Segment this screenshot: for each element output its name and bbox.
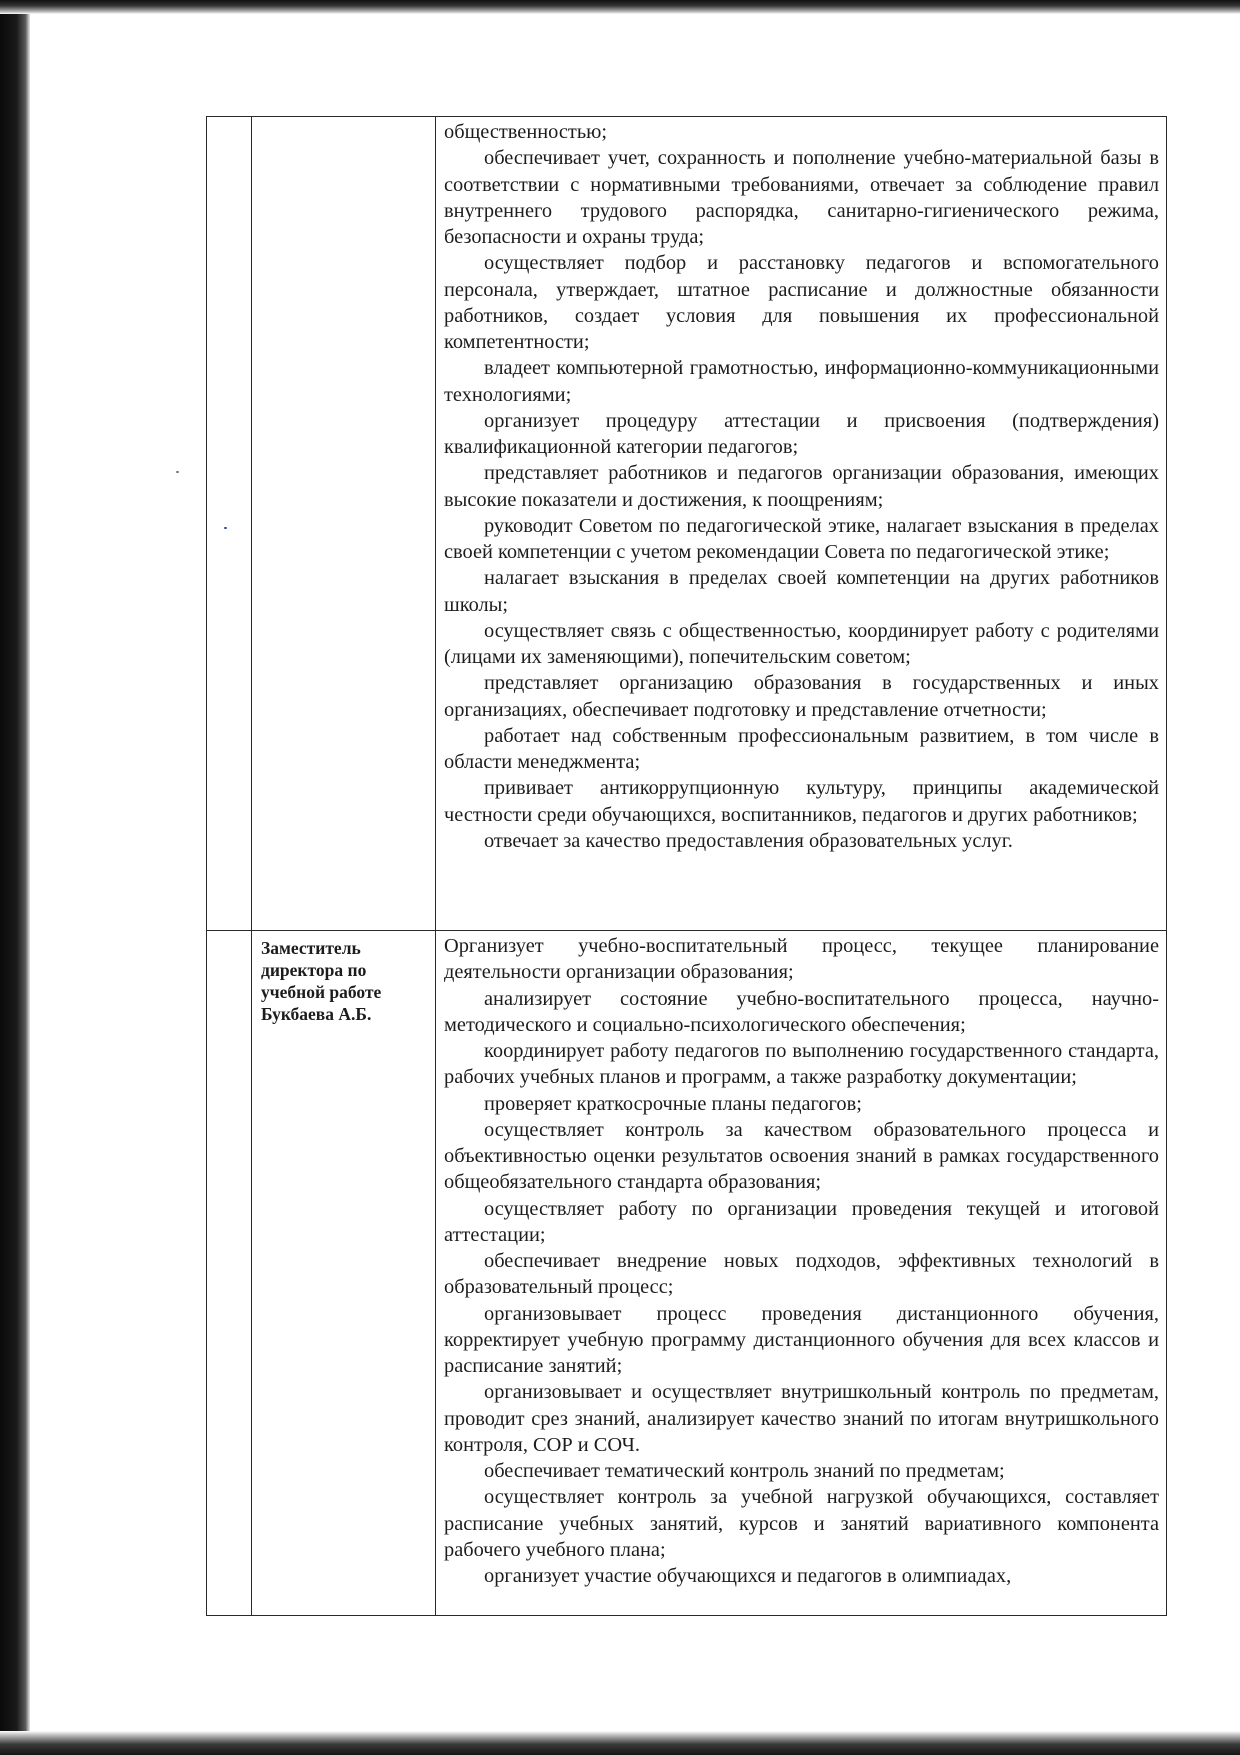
duty-item: организовывает процесс проведения дистанционного обучения, корректирует учебную программу дистанционного обучения для всех классов и расписание занятий; — [444, 1302, 1159, 1377]
duty-item: организовывает и осуществляет внутришкольный контроль по предметам, проводит срез знаний, анализирует качество знаний по итогам внутришкольного контроля, СОР и СОЧ. — [444, 1381, 1159, 1456]
duty-item: отвечает за качество предоставления образовательных услуг. — [484, 829, 1013, 852]
duty-item: осуществляет связь с общественностью, координирует работу с родителями (лицами их заменяющими), попечительским советом; — [444, 619, 1159, 668]
duty-item: анализирует состояние учебно-воспитательного процесса, научно-методического и социально-психологического обеспечения; — [444, 987, 1159, 1036]
duty-item: организует процедуру аттестации и присвоения (подтверждения) квалификационной категории педагогов; — [444, 409, 1159, 458]
duty-item: работает над собственным профессиональным развитием, в том числе в области менеджмента; — [444, 724, 1159, 773]
duties-cell — [436, 117, 1167, 931]
table-row — [207, 117, 1167, 931]
duty-item: координирует работу педагогов по выполнению государственного стандарта, рабочих учебных планов и программ, а также разработку документации; — [444, 1040, 1159, 1089]
duty-item: владеет компьютерной грамотностью, информационно-коммуникационными технологиями; — [444, 357, 1159, 406]
position-cell — [252, 931, 436, 1616]
duty-item: налагает взыскания в пределах своей компетенции на других работников школы; — [444, 567, 1159, 616]
duty-item: Организует учебно-воспитательный процесс, текущее планирование деятельности организации образования; — [444, 935, 1159, 984]
duty-item: осуществляет контроль за качеством образовательного процесса и объективностью оценки результатов освоения знаний в рамках государственного общеобязательного стандарта образования; — [444, 1118, 1159, 1194]
ink-speck — [176, 471, 179, 473]
row-number-cell — [207, 931, 252, 1616]
duty-item: общественностью; — [444, 121, 608, 143]
scan-edge-top — [0, 0, 1240, 14]
duties-table — [206, 116, 1167, 1616]
duty-item: прививает антикоррупционную культуру, принципы академической честности среди обучающихся, воспитанников, педагогов и других работников; — [444, 777, 1159, 826]
duties-cell — [436, 931, 1167, 1616]
duty-item: проверяет краткосрочные планы педагогов; — [484, 1092, 862, 1115]
duty-item: обеспечивает внедрение новых подходов, эффективных технологий в образовательный процесс; — [444, 1250, 1159, 1299]
duty-item: представляет работников и педагогов организации образования, имеющих высокие показатели и достижения, к поощрениям; — [444, 462, 1159, 511]
row-number-cell — [207, 117, 252, 931]
position-cell — [252, 117, 436, 931]
position-title: Заместитель директора по учебной работе Букбаева А.Б. — [261, 938, 382, 1024]
duty-item: осуществляет работу по организации проведения текущей и итоговой аттестации; — [444, 1197, 1159, 1246]
scan-edge-bottom — [0, 1731, 1240, 1755]
duty-item: представляет организацию образования в государственных и иных организациях, обеспечивает подготовку и представление отчетности; — [444, 672, 1159, 721]
duty-item: осуществляет контроль за учебной нагрузкой обучающихся, составляет расписание учебных занятий, курсов и занятий вариативного компонента рабочего учебного плана; — [444, 1486, 1159, 1561]
scan-edge-left — [0, 0, 30, 1755]
duty-item: обеспечивает учет, сохранность и пополнение учебно-материальной базы в соответствии с нормативными требованиями, отвечает за соблюдение правил внутреннего трудового распорядка, санитарно-гигиенического режима, безопасности и охраны труда; — [444, 147, 1159, 248]
table-row — [207, 931, 1167, 1616]
duty-item: руководит Советом по педагогической этике, налагает взыскания в пределах своей компетенции с учетом рекомендации Совета по педагогической этике; — [444, 514, 1159, 563]
duty-item: осуществляет подбор и расстановку педагогов и вспомогательного персонала, утверждает, штатное расписание и должностные обязанности работников, создает условия для повышения их профессиональной компетентности; — [444, 252, 1159, 353]
duty-item: обеспечивает тематический контроль знаний по предметам; — [484, 1460, 1005, 1482]
duty-item: организует участие обучающихся и педагогов в олимпиадах, — [484, 1565, 1012, 1587]
